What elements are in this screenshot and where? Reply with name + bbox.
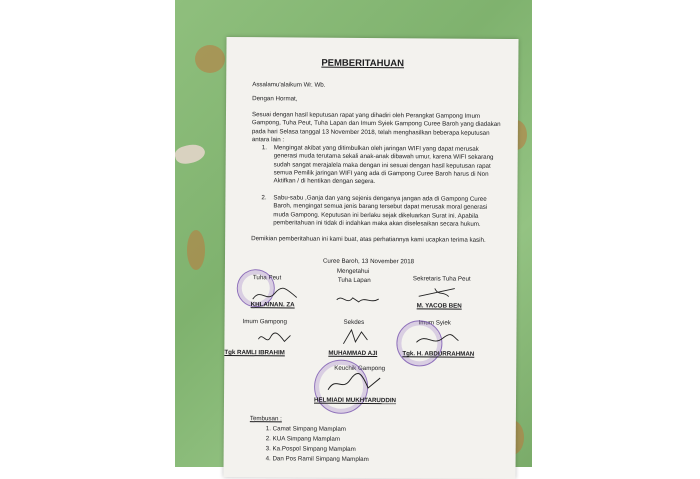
intro-paragraph: Sesuai dengan hasil keputusan rapat yang dihadiri oleh Perangkat Gampong Imum Gampong, Tuha Peut, Tuha Lapan dan Imum Syiek Gampong Curee Baroh yang diadakan pada hari Selasa tanggal 13 November 2018, telah menghasilkan beberapa keputusan antara lain :: [251, 111, 501, 144]
letter-title: PEMBERITAHUAN: [321, 57, 405, 70]
announcement-letter: [223, 37, 518, 479]
signature: [337, 326, 377, 348]
role-imum-syiek: Imum Syiek: [418, 319, 451, 327]
signature: [415, 284, 465, 302]
tembusan-label: Tembusan :: [249, 415, 282, 423]
salutation: Assalamu'alaikum Wr. Wb.: [252, 81, 326, 89]
place-date: Curee Baroh, 13 November 2018: [322, 257, 415, 266]
name-tuha-peut: KHLAINAN. ZA: [250, 301, 295, 309]
signature: [254, 329, 294, 347]
item-text: Sabu-sabu ,Ganja dan yang sejenis denganya jangan ada di Gampong Curee Baroh, mengingat semua jenis barang tersebut dapat merusak moral generasi muda Gampong. Keputusan ini berlaku sejak dikeluarkan Surat ini. Apabila pemberitahuan ini tidak di indahkan maka akan diselesaikan secara hukum.: [273, 194, 488, 228]
greeting: Dengan Hormat,: [252, 95, 298, 103]
signature: [333, 290, 383, 308]
role-sekdes: Sekdes: [343, 318, 365, 326]
closing-paragraph: Demikian pemberitahuan ini kami buat, atas perhatiannya kami ucapkan terima kasih.: [251, 235, 486, 244]
debris: [175, 141, 207, 166]
item-number: 2.: [261, 194, 267, 202]
name-sekdes: MUHAMMAD AJI: [328, 349, 378, 358]
item-number: 1.: [261, 144, 267, 152]
role-tuha-lapan: Tuha Lapan: [337, 276, 371, 284]
name-imum-gampong: Tgk RAMLI IBRAHIM: [224, 348, 285, 357]
role-imum-gampong: Imum Gampong: [242, 318, 287, 326]
role-tuha-peut: Tuha Peut: [252, 274, 282, 282]
role-keuchik: Keuchik Gampong: [334, 364, 386, 373]
signature: [412, 330, 462, 348]
mengetahui: Mengetahui: [336, 267, 370, 275]
name-imum-syiek: Tgk. H. ABDURRAHMAN: [402, 350, 475, 358]
signature: [324, 372, 388, 396]
tembusan-item: 1. Camat Simpang Mamplam: [265, 425, 346, 433]
tembusan-item: 3. Ka.Pospol Simpang Mamplam: [265, 445, 356, 453]
tembusan-item: 4. Dan Pos Ramil Simpang Mamplam: [265, 455, 369, 463]
name-sekretaris: M. YACOB BEN: [416, 302, 462, 310]
item-text: Mengingat akibat yang ditimbulkan oleh jaringan WIFI yang dapat merusak generasi muda terutama sekali anak-anak dibawah umur, karena WIFI sekarang sudah sangat merajalela maka dengan ini sesuai dengan hasil keputusan rapat semua Pemilik jaringan WIFI yang ada di Gampong Curee Baroh harus di Non Aktifkan / di hentikan dengan segera.: [273, 144, 494, 186]
name-keuchik: HELMIADI MUKHTARUDDIN: [313, 396, 397, 405]
tembusan-item: 2. KUA Simpang Mamplam: [265, 435, 341, 443]
role-sekretaris: Sekretaris Tuha Peut: [412, 275, 471, 283]
